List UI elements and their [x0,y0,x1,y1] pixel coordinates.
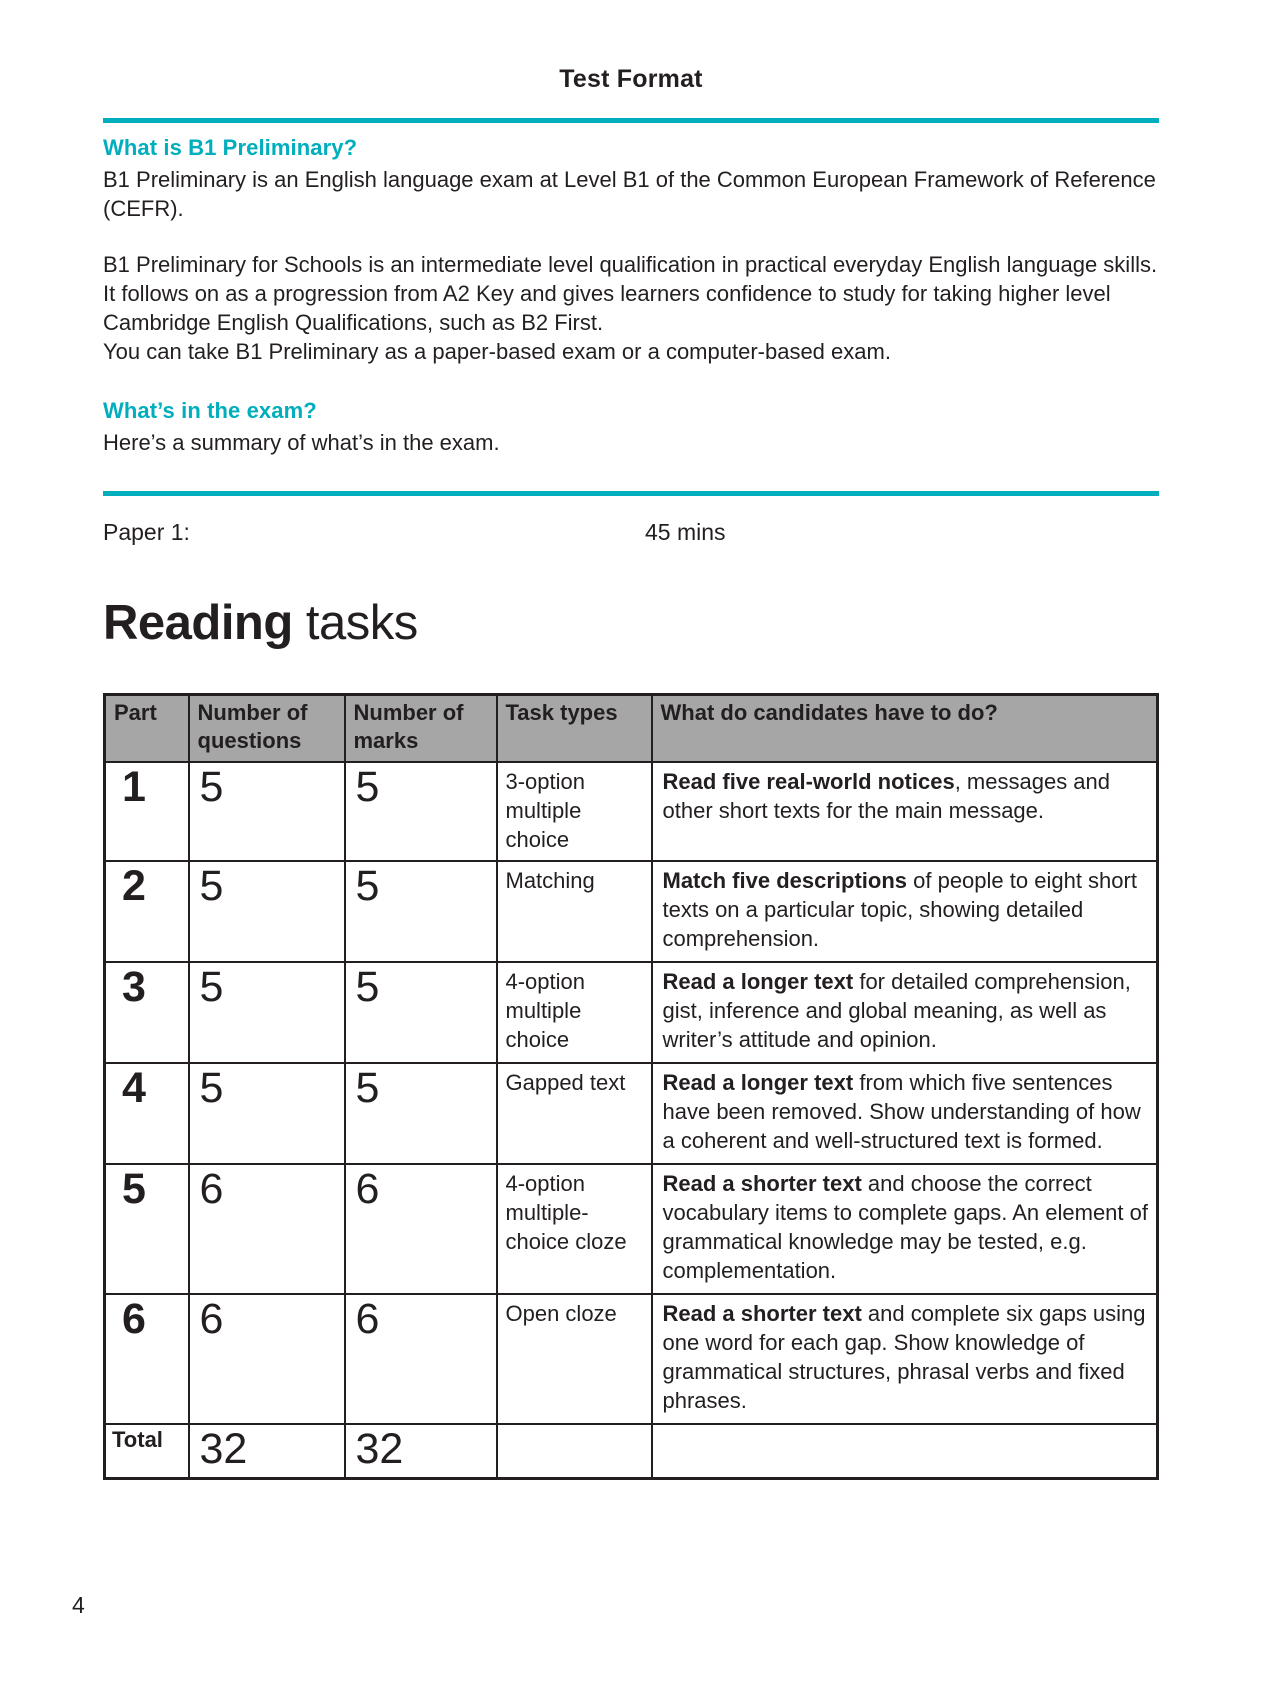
total-empty-description [652,1424,1158,1478]
table-row [105,962,1158,1063]
task-description [652,962,1158,1063]
table-row [105,1063,1158,1164]
part-number: 6 [105,1294,189,1424]
table-row [105,861,1158,962]
task-type: 3-option multiple choice [497,762,652,861]
intro-paragraph-3: You can take B1 Preliminary as a paper-based exam or a computer-based exam. [103,339,891,364]
questions-count: 5 [189,861,345,962]
paper-duration: 45 mins [645,519,726,545]
task-description-rest: and choose the correct vocabulary items to complete gaps. An element of grammatical knowledge may be tested, e.g. complementation. [662,1171,1148,1283]
task-description-bold: Read a shorter text [662,1301,862,1326]
total-label: Total [105,1424,189,1478]
total-questions: 32 [189,1424,345,1478]
part-number: 2 [105,861,189,962]
header-number-of-questions: Number of questions [189,695,345,763]
marks-count: 6 [345,1294,497,1424]
questions-count: 5 [189,762,345,861]
header-part: Part [105,695,189,763]
header-candidates-task: What do candidates have to do? [652,695,1158,763]
part-number: 1 [105,762,189,861]
marks-count: 5 [345,861,497,962]
marks-count: 5 [345,762,497,861]
task-description-rest: of people to eight short texts on a particular topic, showing detailed comprehension. [662,868,1137,951]
page-number: 4 [72,1592,85,1618]
task-type: Gapped text [497,1063,652,1164]
total-marks: 32 [345,1424,497,1478]
table-row [105,762,1158,861]
table-header-row [105,695,1158,763]
intro-paragraph-2: B1 Preliminary for Schools is an intermediate level qualification in practical everyday English language skills. It follows on as a progression from A2 Key and gives learners confidence to study for taking higher level Cambridge English Qualifications, such as B2 First. [103,252,1158,335]
task-description-rest: from which five sentences have been removed. Show understanding of how a coherent and well-structured text is formed. [662,1070,1141,1153]
exam-summary-paragraph: Here’s a summary of what’s in the exam. [103,430,500,455]
page-content [103,0,1159,1480]
reading-tasks-table [103,693,1159,1480]
exam-summary-heading: What’s in the exam? [103,398,317,423]
reading-tasks-heading-regular: tasks [292,596,418,650]
task-description [652,1164,1158,1294]
task-description [652,861,1158,962]
task-description-bold: Match five descriptions [662,868,908,893]
intro-paragraph-block [103,250,1159,366]
task-description-bold: Read a longer text [662,1070,854,1095]
marks-count: 5 [345,1063,497,1164]
questions-count: 5 [189,962,345,1063]
section-divider-middle [103,491,1159,496]
task-description-bold: Read a shorter text [662,1171,862,1196]
part-number: 5 [105,1164,189,1294]
questions-count: 5 [189,1063,345,1164]
paper-label: Paper 1: [103,519,190,545]
part-number: 3 [105,962,189,1063]
reading-tasks-heading [103,595,1159,651]
total-empty-task-type [497,1424,652,1478]
task-type: 4-option multiple-choice cloze [497,1164,652,1294]
page-title: Test Format [559,65,703,93]
task-type: Open cloze [497,1294,652,1424]
task-description [652,1294,1158,1424]
questions-count: 6 [189,1164,345,1294]
table-header [105,695,1158,763]
header-task-types: Task types [497,695,652,763]
intro-heading: What is B1 Preliminary? [103,135,358,160]
task-description [652,1063,1158,1164]
task-description-bold: Read a longer text [662,969,854,994]
marks-count: 6 [345,1164,497,1294]
task-description-rest: , messages and other short texts for the main message. [662,769,1111,823]
intro-paragraph-1: B1 Preliminary is an English language exam at Level B1 of the Common European Framework of Reference (CEFR). [103,167,1156,221]
table-row [105,1164,1158,1294]
task-type: Matching [497,861,652,962]
table-row [105,1294,1158,1424]
task-description-bold: Read five real-world notices [662,769,955,794]
header-number-of-marks: Number of marks [345,695,497,763]
part-number: 4 [105,1063,189,1164]
marks-count: 5 [345,962,497,1063]
reading-tasks-heading-bold: Reading [103,596,293,650]
paper-info-row [103,519,1159,549]
task-description [652,762,1158,861]
questions-count: 6 [189,1294,345,1424]
task-description-rest: and complete six gaps using one word for each gap. Show knowledge of grammatical structures, phrasal verbs and fixed phrases. [662,1301,1146,1413]
section-divider-top [103,118,1159,123]
table-total-row [105,1424,1158,1478]
task-description-rest: for detailed comprehension, gist, inference and global meaning, as well as writer’s attitude and opinion. [662,969,1131,1052]
task-type: 4-option multiple choice [497,962,652,1063]
